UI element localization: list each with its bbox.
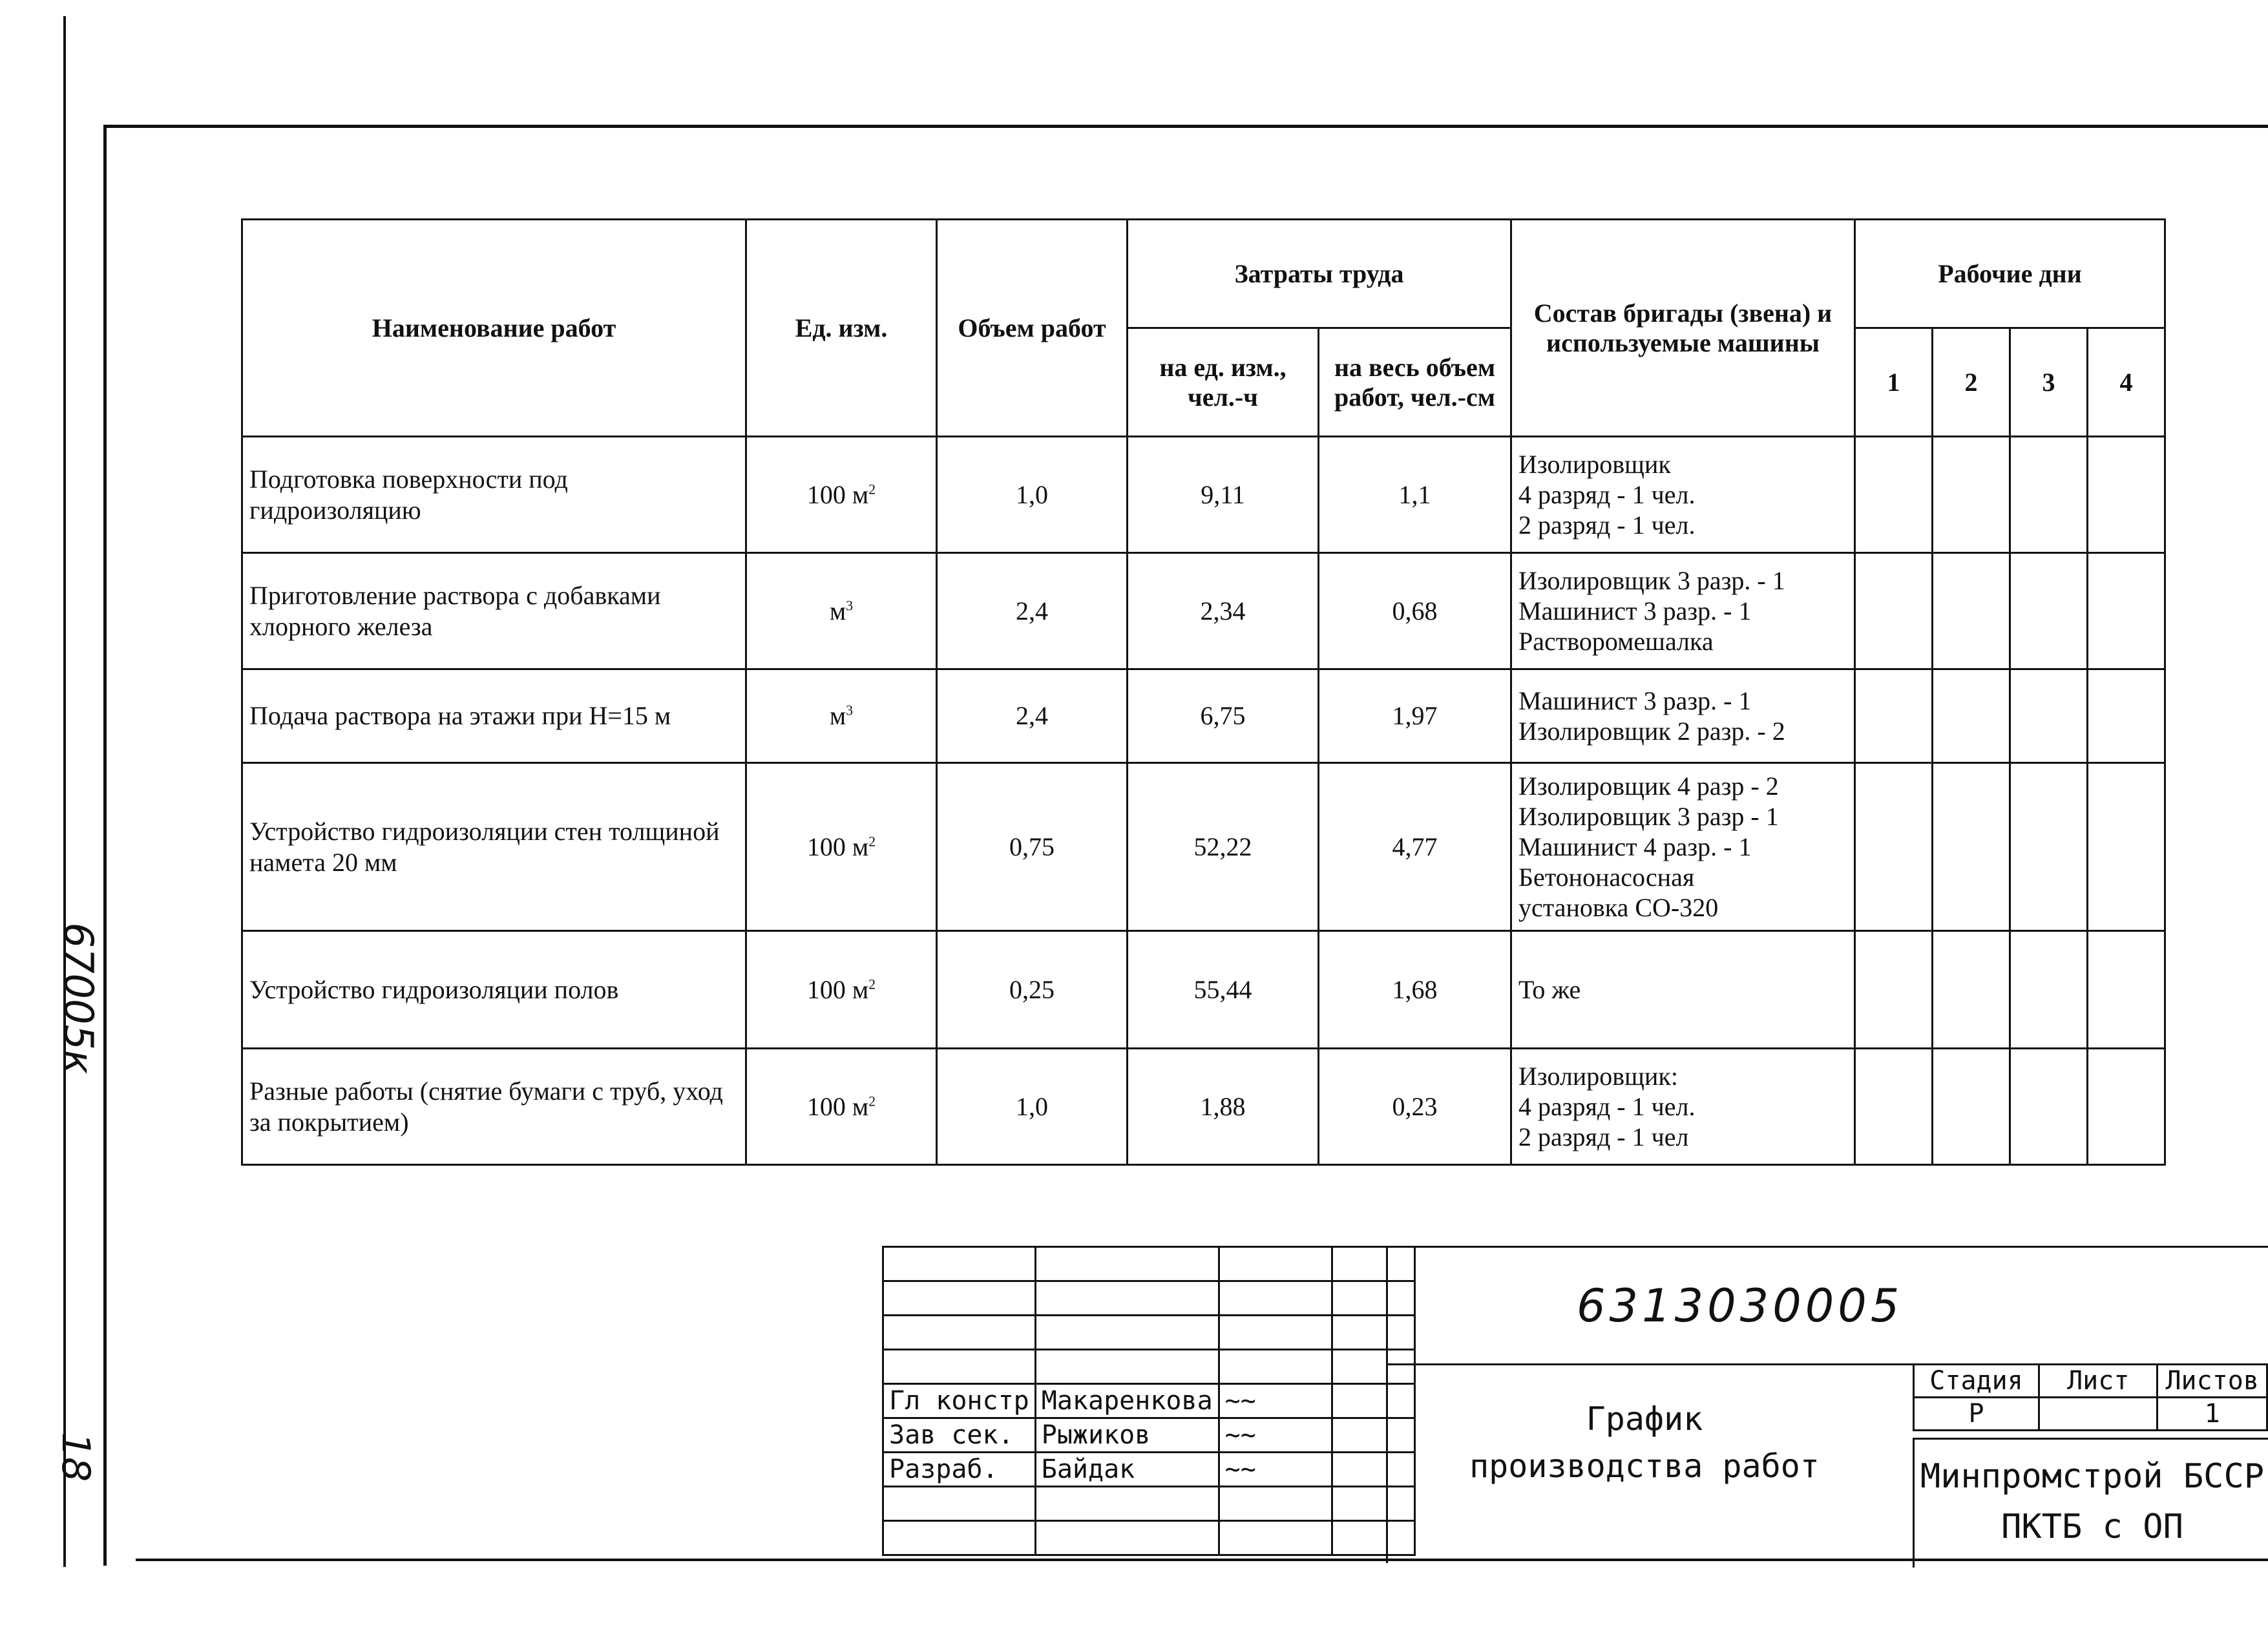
day-cell <box>1933 437 2010 553</box>
sheet-value <box>2039 1398 2158 1431</box>
day-cell <box>2088 763 2165 931</box>
signer-name: Рыжиков <box>1035 1418 1219 1453</box>
volume-cell: 0,75 <box>937 763 1128 931</box>
side-document-code: 67005к <box>55 922 103 1075</box>
crew-cell: Машинист 3 разр. - 1 Изолировщик 2 разр. - 2 <box>1511 669 1855 763</box>
work-schedule-table <box>241 218 2166 1166</box>
labor-total-cell: 1,97 <box>1319 669 1511 763</box>
organization-line-2: ПКТБ с ОП <box>2001 1507 2183 1546</box>
stage-value: Р <box>1914 1398 2039 1431</box>
signature: ~~ <box>1219 1418 1332 1453</box>
crew-cell: Изолировщик 3 разр. - 1 Машинист 3 разр. - 1 Растворомешалка <box>1511 553 1855 669</box>
labor-per-unit-cell: 1,88 <box>1128 1049 1319 1165</box>
crew-cell: Изолировщик: 4 разряд - 1 чел. 2 разряд - 1 чел <box>1511 1049 1855 1165</box>
signature: ~~ <box>1219 1453 1332 1487</box>
day-cell <box>2088 1049 2165 1165</box>
work-name-cell: Приготовление раствора с добавками хлорного железа <box>242 553 746 669</box>
day-cell <box>2088 931 2165 1049</box>
signature: ~~ <box>1219 1384 1332 1418</box>
labor-per-unit-cell: 52,22 <box>1128 763 1319 931</box>
work-name-cell: Устройство гидроизоляции полов <box>242 931 746 1049</box>
header-day-1: 1 <box>1855 328 1933 437</box>
unit-cell: $м^3$ <box>746 669 937 763</box>
day-cell <box>2010 763 2088 931</box>
crew-cell: Изолировщик 4 разряд - 1 чел. 2 разряд - 1 чел. <box>1511 437 1855 553</box>
labor-per-unit-cell: 2,34 <box>1128 553 1319 669</box>
signer-role: Зав сек. <box>883 1418 1036 1453</box>
header-labor-total: на весь объем работ, чел.-см <box>1319 328 1511 437</box>
signer-name: Макаренкова <box>1035 1384 1219 1418</box>
day-cell <box>2088 669 2165 763</box>
stage-label: Стадия <box>1914 1365 2039 1398</box>
document-number: 6313030005 <box>1577 1279 1904 1332</box>
day-cell <box>2010 931 2088 1049</box>
labor-total-cell: 0,23 <box>1319 1049 1511 1165</box>
header-unit: Ед. изм. <box>746 220 937 437</box>
table-row <box>242 763 2165 931</box>
day-cell <box>1933 553 2010 669</box>
volume-cell: 2,4 <box>937 553 1128 669</box>
unit-cell: 100 $м^2$ <box>746 931 937 1049</box>
title-block-signatures <box>882 1246 1416 1556</box>
labor-per-unit-cell: 6,75 <box>1128 669 1319 763</box>
day-cell <box>2088 437 2165 553</box>
sheets-value: 1 <box>2158 1398 2267 1431</box>
labor-per-unit-cell: 55,44 <box>1128 931 1319 1049</box>
side-page-number: 18 <box>53 1432 98 1482</box>
day-cell <box>2010 1049 2088 1165</box>
organization-line-1: Минпромстрой БССР <box>1920 1457 2265 1496</box>
document-title <box>1389 1396 1900 1489</box>
signer-role: Гл констр <box>883 1384 1036 1418</box>
header-crew: Состав бригады (звена) и используемые машины <box>1511 220 1855 437</box>
table-row <box>242 1049 2165 1165</box>
header-labor-costs: Затраты труда <box>1128 220 1511 328</box>
day-cell <box>1933 669 2010 763</box>
work-name-cell: Разные работы (снятие бумаги с труб, уход за покрытием) <box>242 1049 746 1165</box>
day-cell <box>1855 669 1933 763</box>
work-name-cell: Устройство гидроизоляции стен толщиной намета 20 мм <box>242 763 746 931</box>
day-cell <box>1855 1049 1933 1165</box>
unit-cell: $м^3$ <box>746 553 937 669</box>
frame-left-border <box>103 125 107 1566</box>
table-row <box>242 669 2165 763</box>
day-cell <box>1855 763 1933 931</box>
organization-block <box>1913 1438 2268 1568</box>
document-title-line-2: производства работ <box>1469 1447 1820 1485</box>
labor-total-cell: 4,77 <box>1319 763 1511 931</box>
header-work-name: Наименование работ <box>242 220 746 437</box>
header-day-3: 3 <box>2010 328 2088 437</box>
day-cell <box>2010 669 2088 763</box>
volume-cell: 0,25 <box>937 931 1128 1049</box>
volume-cell: 2,4 <box>937 669 1128 763</box>
day-cell <box>1855 553 1933 669</box>
day-cell <box>2010 553 2088 669</box>
sheet-label: Лист <box>2039 1365 2158 1398</box>
day-cell <box>1855 437 1933 553</box>
day-cell <box>1933 931 2010 1049</box>
header-day-4: 4 <box>2088 328 2165 437</box>
volume-cell: 1,0 <box>937 1049 1128 1165</box>
header-working-days: Рабочие дни <box>1855 220 2165 328</box>
labor-total-cell: 1,1 <box>1319 437 1511 553</box>
header-day-2: 2 <box>1933 328 2010 437</box>
signer-row <box>883 1384 1415 1418</box>
day-cell <box>1933 763 2010 931</box>
stage-sheet-table <box>1913 1363 2268 1431</box>
frame-top-border <box>103 125 2268 128</box>
labor-per-unit-cell: 9,11 <box>1128 437 1319 553</box>
header-labor-per-unit: на ед. изм., чел.-ч <box>1128 328 1319 437</box>
crew-cell: То же <box>1511 931 1855 1049</box>
unit-cell: 100 $м^2$ <box>746 437 937 553</box>
labor-total-cell: 1,68 <box>1319 931 1511 1049</box>
header-volume: Объем работ <box>937 220 1128 437</box>
signer-role: Разраб. <box>883 1453 1036 1487</box>
crew-cell: Изолировщик 4 разр - 2 Изолировщик 3 разр - 1 Машинист 4 разр. - 1 Бетононасосная установка СО-320 <box>1511 763 1855 931</box>
work-name-cell: Подача раствора на этажи при Н=15 м <box>242 669 746 763</box>
signer-row <box>883 1453 1415 1487</box>
signer-row <box>883 1418 1415 1453</box>
signer-name: Байдак <box>1035 1453 1219 1487</box>
table-row <box>242 553 2165 669</box>
table-row <box>242 437 2165 553</box>
document-title-line-1: График <box>1586 1400 1703 1438</box>
table-row <box>242 931 2165 1049</box>
work-name-cell: Подготовка поверхности под гидроизоляцию <box>242 437 746 553</box>
day-cell <box>2010 437 2088 553</box>
volume-cell: 1,0 <box>937 437 1128 553</box>
unit-cell: 100 $м^2$ <box>746 763 937 931</box>
left-binding-line <box>63 16 66 1567</box>
labor-total-cell: 0,68 <box>1319 553 1511 669</box>
unit-cell: 100 $м^2$ <box>746 1049 937 1165</box>
day-cell <box>1933 1049 2010 1165</box>
day-cell <box>2088 553 2165 669</box>
day-cell <box>1855 931 1933 1049</box>
sheets-label: Листов <box>2158 1365 2267 1398</box>
